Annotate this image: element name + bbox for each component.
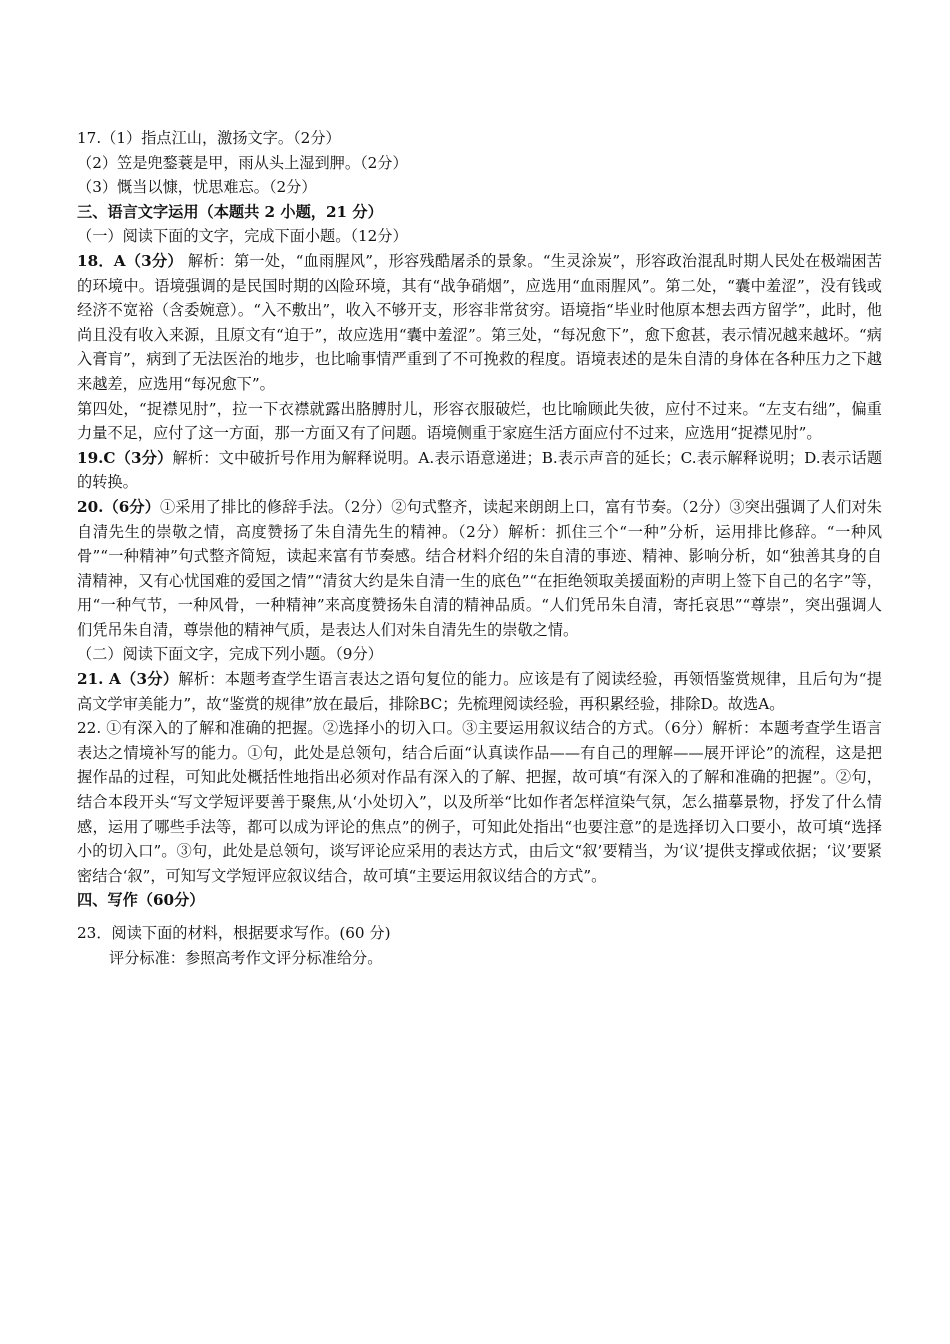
q21-paragraph bbox=[77, 667, 882, 716]
q17-line-3: （3）慨当以慷，忧思难忘。（2分） bbox=[77, 178, 317, 197]
q21-text: 解析：本题考查学生语言表达之语句复位的能力。应该是有了阅读经验，再领悟鉴赏规律，且后句为“提高文学审美能力”，故“鉴赏的规律”放在最后，排除BC；先梳理阅读经验，再积累经验，排除D。故选A。 bbox=[77, 670, 883, 713]
q20-label: 20.（6分） bbox=[77, 497, 160, 516]
section-3-sub-1: （一）阅读下面的文字，完成下面小题。（12分） bbox=[77, 227, 408, 246]
q18-label: 18．A（3分） bbox=[77, 251, 183, 270]
q17-line-2: （2）笠是兜鍪蓑是甲，雨从头上湿到胛。（2分） bbox=[77, 153, 408, 172]
q19-paragraph bbox=[77, 446, 882, 495]
section-3-sub-2: （二）阅读下面文字，完成下列小题。（9分） bbox=[77, 645, 383, 664]
section-4-heading: 四、写作（60分） bbox=[77, 891, 205, 910]
q19-label: 19.C（3分） bbox=[77, 448, 173, 467]
section-3-heading: 三、语言文字运用（本题共 2 小题，21 分） bbox=[77, 202, 383, 221]
q21-label: 21. A（3分） bbox=[77, 670, 179, 689]
q18-text-1: 解析：第一处，“血雨腥风”，形容残酷屠杀的景象。“生灵涂炭”，形容政治混乱时期人民处在极端困苦的环境中。语境强调的是民国时期的凶险环境，其有“战争硝烟”，应选用“血雨腥风”。第二处，“囊中羞涩”，没有钱或经济不宽裕（含委婉意）。“入不敷出”，收入不够开支，形容非常贫穷。语境指“毕业时他原本想去西方留学”，此时，他尚且没有收入来源，且原文有“迫于”，故应选用“囊中羞涩”。第三处，“每况愈下”，愈下愈甚，表示情况越来越坏。“病入膏肓”，病到了无法医治的地步，也比喻事情严重到了不可挽救的程度。语境表述的是朱自清的身体在各种压力之下越来越差，应选用“每况愈下”。 bbox=[77, 251, 882, 393]
q17-line-1: 17.（1）指点江山，激扬文字。（2分） bbox=[77, 129, 341, 147]
q18-paragraph-2: 第四处，“捉襟见肘”，拉一下衣襟就露出胳膊肘儿，形容衣服破烂，也比喻顾此失彼，应付不过来。“左支右绌”，偏重力量不足，应付了这一方面，那一方面又有了问题。语境侧重于家庭生活方面应付不过来，应选用“捉襟见肘”。 bbox=[77, 399, 882, 443]
q23-prompt: 23．阅读下面的材料，根据要求写作。(60 分) bbox=[77, 924, 391, 942]
q18-paragraph-1 bbox=[77, 249, 882, 397]
answer-document bbox=[77, 126, 882, 970]
q23-criteria: 评分标准：参照高考作文评分标准给分。 bbox=[109, 948, 383, 967]
q19-text: 解析：文中破折号作用为解释说明。A.表示语意递进；B.表示声音的延长；C.表示解释说明；D.表示话题的转换。 bbox=[77, 448, 883, 492]
q20-paragraph bbox=[77, 495, 882, 643]
q22-paragraph: 22. ①有深入的了解和准确的把握。②选择小的切入口。③主要运用叙议结合的方式。（6分）解析：本题考查学生语言表达之情境补写的能力。①句，此处是总领句，结合后面“认真读作品——有自己的理解——展开评论”的流程，这是把握作品的过程，可知此处概括性地指出必须对作品有深入的了解、把握，故可填“有深入的了解和准确的把握”。②句，结合本段开头“写文学短评要善于聚焦,从‘小处切入”，以及所举“比如作者怎样渲染气氛，怎么描摹景物，抒发了什么情感，运用了哪些手法等，都可以成为评论的焦点”的例子，可知此处指出“也要注意”的是选择切入口要小，故可填“选择小的切入口”。③句，此处是总领句，谈写评论应采用的表达方式，由后文“叙’要精当，为‘议’提供支撑或依据；‘议’要紧密结合‘叙”，可知写文学短评应叙议结合，故可填“主要运用叙议结合的方式”。 bbox=[77, 719, 882, 885]
q20-text: ①采用了排比的修辞手法。（2分）②句式整齐，读起来朗朗上口，富有节奏。（2分）③突出强调了人们对朱自清先生的崇敬之情，高度赞扬了朱自清先生的精神。（2分）解析：抓住三个“一种”分析，运用排比修辞。“一种风骨”“一种精神”句式整齐简短，读起来富有节奏感。结合材料介绍的朱自清的事迹、精神、影响分析，如“独善其身的自清精神，又有心忧国难的爱国之情”“清贫大约是朱自清一生的底色”“在拒绝领取美援面粉的声明上签下自己的名字”等，用“一种气节，一种风骨，一种精神”来高度赞扬朱自清的精神品质。“人们凭吊朱自清，寄托哀思”“尊崇”，突出强调人们凭吊朱自清，尊崇他的精神气质，是表达人们对朱自清先生的崇敬之情。 bbox=[77, 497, 882, 639]
